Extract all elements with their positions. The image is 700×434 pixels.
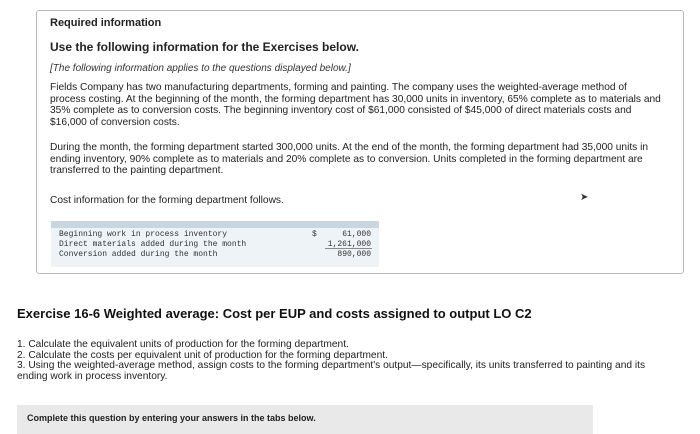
applies-note: [The following information applies to the questions displayed below.] <box>50 63 351 74</box>
cost-label: Direct materials added during the month <box>59 240 247 249</box>
cost-value: 890,000 <box>337 250 371 259</box>
list-item: 3. Using the weighted-average method, assign costs to the forming department's output—specifically, its units transferred to painting and its ending work in process inventory. <box>17 360 646 382</box>
cost-value: 1,261,000 <box>327 240 371 249</box>
required-information-heading: Required information <box>50 17 162 29</box>
use-following-information-heading: Use the following information for the Exercises below. <box>50 40 359 54</box>
table-row <box>51 250 379 260</box>
cost-value: 61,000 <box>342 230 371 239</box>
cost-label: Conversion added during the month <box>59 250 218 259</box>
company-description-paragraph: Fields Company has two manufacturing departments, forming and painting. The company uses the weighted-average method of process costing. At the beginning of the month, the forming department has 30,000 units in inventory, 65% complete as to materials and 35% complete as to conversion costs. The beginning inventory cost of $61,000 consisted of $45,000 of direct materials costs and $16,000 of conversion costs. <box>50 82 661 128</box>
required-information-panel <box>36 10 684 274</box>
mouse-cursor-icon: ➤ <box>580 192 589 203</box>
value-underline <box>325 248 372 249</box>
cost-label: Beginning work in process inventory <box>59 230 228 239</box>
exercise-steps <box>17 340 657 382</box>
exercise-title: Exercise 16-6 Weighted average: Cost per EUP and costs assigned to output LO C2 <box>17 306 532 321</box>
currency-symbol: $ <box>312 230 317 239</box>
cost-information-table <box>51 221 379 267</box>
complete-question-banner: Complete this question by entering your answers in the tabs below. <box>17 405 593 434</box>
cost-information-intro: Cost information for the forming department follows. <box>50 195 284 206</box>
list-item: 1. Calculate the equivalent units of production for the forming department. <box>17 339 349 350</box>
list-item: 2. Calculate the costs per equivalent unit of production for the forming department. <box>17 349 388 361</box>
production-paragraph: During the month, the forming department started 300,000 units. At the end of the month, the forming department had 35,000 units in ending inventory, 90% complete as to materials and 20% complete as to conversion. Units completed in the forming department are transferred to the painting department. <box>50 142 649 177</box>
table-row <box>51 230 379 240</box>
